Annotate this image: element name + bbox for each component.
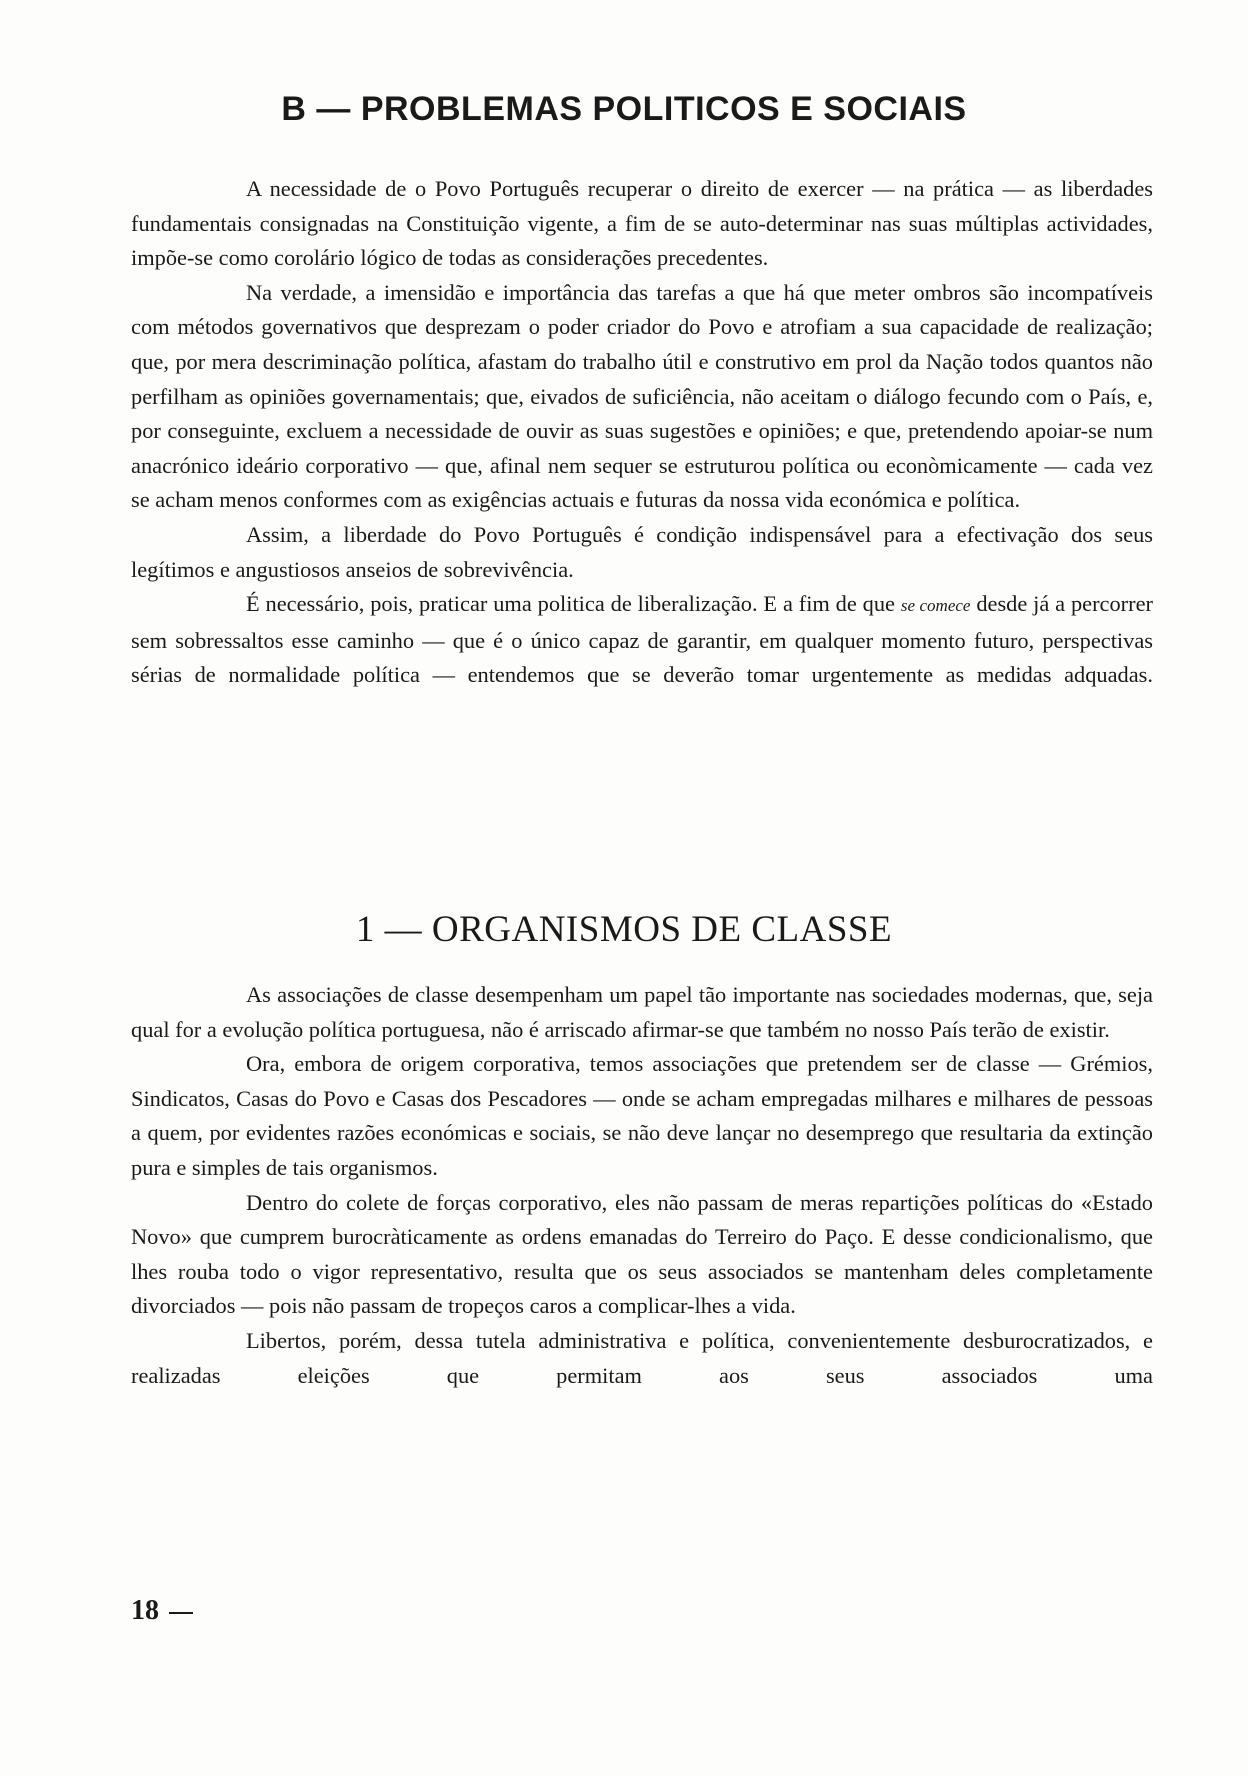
section-title: B — PROBLEMAS POLITICOS E SOCIAIS bbox=[281, 90, 967, 128]
paragraph-intro-3: Assim, a liberdade do Povo Português é condição indispensável para a efectivação dos seus legítimos e angustiosos anseios de sobrevivência. bbox=[131, 521, 1153, 582]
paragraph-classe-4: Libertos, porém, dessa tutela administrativa e política, convenientemente desburocratizados, e realizadas eleições que permitam aos seus associados uma bbox=[131, 1327, 1153, 1388]
paragraph-classe-3: Dentro do colete de forças corporativo, eles não passam de meras repartições políticas do «Estado Novo» que cumprem burocràticamente as ordens emanadas do Terreiro do Paço. E desse condicionalismo, que lhes rouba todo o vigor representativo, resulta que os seus associados se mantenham deles completamente divorciados — pois não passam de tropeços caros a complicar-lhes a vida. bbox=[131, 1189, 1153, 1319]
subsection-text-block bbox=[131, 978, 1153, 1393]
paragraph-classe-2: Ora, embora de origem corporativa, temos associações que pretendem ser de classe — Grémios, Sindicatos, Casas do Povo e Casas dos Pescadores — onde se acham empregadas milhares e milhares de pessoas a quem, por evidentes razões económicas e sociais, se não deve lançar no desemprego que resultaria da extinção pura e simples de tais organismos. bbox=[131, 1051, 1153, 1180]
paragraph-classe-1: As associações de classe desempenham um papel tão importante nas sociedades modernas, que, seja qual for a evolução política portuguesa, não é arriscado afirmar-se que também no nosso País terão de existir. bbox=[131, 982, 1153, 1042]
page-number-dash bbox=[169, 1612, 193, 1614]
subsection-title: 1 — ORGANISMOS DE CLASSE bbox=[355, 909, 893, 950]
paragraph-liberalization bbox=[131, 587, 1153, 693]
page-number-value: 18 bbox=[131, 1595, 159, 1626]
paragraph-liberalization-start: É necessário, pois, praticar uma politica de liberalização. E a fim de que bbox=[246, 591, 901, 617]
italic-phrase: se comece bbox=[900, 596, 971, 616]
page-number bbox=[131, 1595, 193, 1627]
paragraph-liberalization-end: desde já a percorrer sem sobressaltos esse caminho — que é o único capaz de garantir, em qualquer momento futuro, perspectivas sérias de normalidade política — entendemos que se deverão tomar urgentemente as medidas adquadas. bbox=[131, 591, 1153, 688]
paragraph-intro-2: Na verdade, a imensidão e importância das tarefas a que há que meter ombros são incompatíveis com métodos governativos que desprezam o poder criador do Povo e atrofiam a sua capacidade de realização; que, por mera descriminação política, afastam do trabalho útil e construtivo em prol da Nação todos quantos não perfilham as opiniões governamentais; que, eivados de suficiência, não aceitam o diálogo fecundo com o País, e, por conseguinte, excluem a necessidade de ouvir as suas sugestões e opiniões; e que, pretendendo apoiar-se num anacrónico ideário corporativo — que, afinal nem sequer se estruturou política ou econòmicamente — cada vez se acham menos conformes com as exigências actuais e futuras da nossa vida económica e política. bbox=[131, 279, 1153, 513]
intro-text-block bbox=[131, 172, 1153, 693]
paragraph-intro-1: A necessidade de o Povo Português recuperar o direito de exercer — na prática — as liberdades fundamentais consignadas na Constituição vigente, a fim de se auto-determinar nas suas múltiplas actividades, impõe-se como corolário lógico de todas as considerações precedentes. bbox=[131, 176, 1153, 271]
